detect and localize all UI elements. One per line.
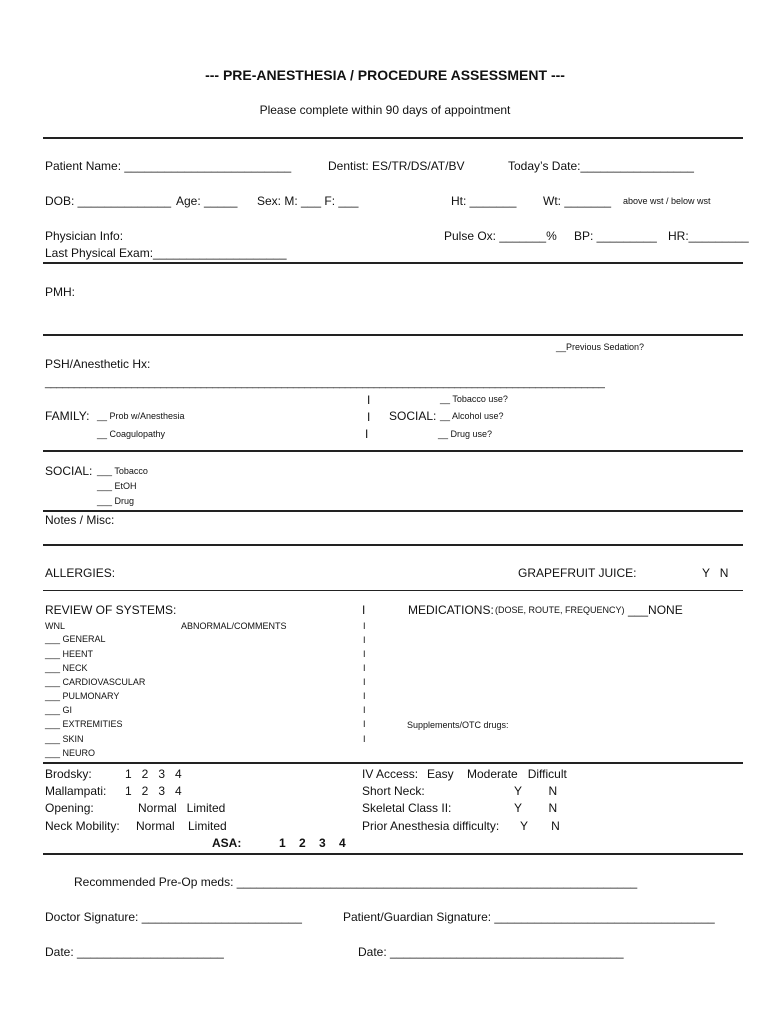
column-divider: I	[365, 427, 369, 441]
allergies-label: ALLERGIES:	[45, 566, 116, 580]
brodsky-label: Brodsky:	[45, 767, 92, 781]
social-tobacco[interactable]: ___ Tobacco	[97, 466, 148, 476]
asa-options[interactable]: 1 2 3 4	[279, 836, 346, 850]
dob-field[interactable]: DOB: ______________	[45, 194, 172, 208]
column-divider: I	[367, 410, 371, 424]
todays-date-field[interactable]: Today’s Date:_________________	[508, 159, 694, 173]
notes-label: Notes / Misc:	[45, 513, 115, 527]
column-divider: I	[363, 649, 366, 659]
divider	[43, 450, 743, 452]
column-divider: I	[363, 734, 366, 744]
divider	[43, 762, 743, 764]
age-field[interactable]: Age: _____	[176, 194, 238, 208]
ros-neck[interactable]: ___ NECK	[45, 663, 88, 673]
form-title: --- PRE-ANESTHESIA / PROCEDURE ASSESSMENT ---	[205, 67, 565, 83]
ros-neuro[interactable]: ___ NEURO	[45, 748, 96, 758]
ros-pulmonary[interactable]: ___ PULMONARY	[45, 691, 120, 701]
family-label: FAMILY:	[45, 409, 90, 423]
column-divider: I	[363, 635, 366, 645]
social-etoh[interactable]: ___ EtOH	[97, 481, 137, 491]
weight-field[interactable]: Wt: _______	[543, 194, 612, 208]
short-neck-label: Short Neck:	[362, 784, 425, 798]
pmh-label: PMH:	[45, 285, 75, 299]
opening-label: Opening:	[45, 801, 94, 815]
ros-skin[interactable]: ___ SKIN	[45, 734, 84, 744]
pulse-ox-field[interactable]: Pulse Ox: _______%	[444, 229, 557, 243]
patient-name-field[interactable]: Patient Name: _________________________	[45, 159, 292, 173]
divider	[43, 544, 743, 546]
patient-date-field[interactable]: Date: ___________________________________	[358, 945, 624, 959]
column-divider: I	[363, 621, 366, 631]
medications-detail: (DOSE, ROUTE, FREQUENCY)	[495, 605, 625, 615]
sex-field[interactable]: Sex: M: ___ F: ___	[257, 194, 359, 208]
family-prob-anesthesia[interactable]: __ Prob w/Anesthesia	[97, 411, 185, 421]
psh-line[interactable]: _________________________________________________________________________________________________	[45, 377, 605, 389]
height-field[interactable]: Ht: _______	[451, 194, 517, 208]
column-divider: I	[363, 677, 366, 687]
divider	[43, 262, 743, 264]
drug-use-checkbox[interactable]: __ Drug use?	[438, 429, 493, 439]
column-divider: I	[367, 393, 371, 407]
social-drug[interactable]: ___ Drug	[97, 496, 135, 506]
grapefruit-label: GRAPEFRUIT JUICE:	[518, 566, 637, 580]
patient-signature-field[interactable]: Patient/Guardian Signature: _________________________________	[343, 910, 715, 924]
iv-access-label: IV Access:	[362, 767, 419, 781]
mallampati-options[interactable]: 1 2 3 4	[125, 784, 182, 798]
column-divider: I	[363, 719, 366, 729]
psh-label: PSH/Anesthetic Hx:	[45, 357, 151, 371]
divider	[43, 590, 743, 591]
last-physical-field[interactable]: Last Physical Exam:____________________	[45, 246, 287, 260]
mallampati-label: Mallampati:	[45, 784, 107, 798]
iv-access-options[interactable]: Easy Moderate Difficult	[427, 767, 567, 781]
short-neck-options[interactable]: Y N	[514, 784, 558, 798]
neck-mobility-label: Neck Mobility:	[45, 819, 120, 833]
skeletal-class-label: Skeletal Class II:	[362, 801, 452, 815]
medications-none-checkbox[interactable]: ___NONE	[628, 603, 683, 617]
ros-heent[interactable]: ___ HEENT	[45, 649, 94, 659]
brodsky-options[interactable]: 1 2 3 4	[125, 767, 182, 781]
ros-cardiovascular[interactable]: ___ CARDIOVASCULAR	[45, 677, 146, 687]
column-divider: I	[363, 663, 366, 673]
alcohol-use-checkbox[interactable]: __ Alcohol use?	[440, 411, 504, 421]
column-divider: I	[363, 705, 366, 715]
ros-gi[interactable]: ___ GI	[45, 705, 73, 715]
opening-options[interactable]: Normal Limited	[138, 801, 226, 815]
grapefruit-options[interactable]: Y N	[702, 566, 729, 580]
divider	[43, 510, 743, 512]
divider	[43, 137, 743, 139]
ros-abnormal-header: ABNORMAL/COMMENTS	[181, 621, 287, 631]
preop-meds-field[interactable]: Recommended Pre-Op meds: ____________________________________________________________	[74, 875, 638, 889]
social-right-label: SOCIAL:	[389, 409, 437, 423]
divider	[43, 334, 743, 336]
form-subtitle: Please complete within 90 days of appointment	[259, 103, 511, 117]
skeletal-class-options[interactable]: Y N	[514, 801, 558, 815]
tobacco-use-checkbox[interactable]: __ Tobacco use?	[440, 394, 508, 404]
ros-label: REVIEW OF SYSTEMS:	[45, 603, 177, 617]
column-divider: I	[363, 691, 366, 701]
family-coagulopathy[interactable]: __ Coagulopathy	[97, 429, 166, 439]
physician-info-field[interactable]: Physician Info:	[45, 229, 124, 243]
bp-field[interactable]: BP: _________	[574, 229, 657, 243]
previous-sedation-checkbox[interactable]: __Previous Sedation?	[556, 342, 645, 352]
social-label: SOCIAL:	[45, 464, 93, 478]
ros-extremities[interactable]: ___ EXTREMITIES	[45, 719, 123, 729]
dentist-field[interactable]: Dentist: ES/TR/DS/AT/BV	[328, 159, 465, 173]
asa-label: ASA:	[212, 836, 242, 850]
ros-wnl-header: WNL	[45, 621, 65, 631]
supplements-label: Supplements/OTC drugs:	[407, 720, 509, 730]
prior-anesthesia-options[interactable]: Y N	[520, 819, 560, 833]
neck-mobility-options[interactable]: Normal Limited	[136, 819, 227, 833]
ros-general[interactable]: ___ GENERAL	[45, 634, 106, 644]
hr-field[interactable]: HR:_________	[668, 229, 749, 243]
prior-anesthesia-label: Prior Anesthesia difficulty:	[362, 819, 500, 833]
wst-options: above wst / below wst	[623, 196, 711, 206]
divider	[43, 853, 743, 855]
column-divider: I	[362, 603, 366, 617]
medications-label: MEDICATIONS:	[408, 603, 494, 617]
doctor-date-field[interactable]: Date: ______________________	[45, 945, 224, 959]
doctor-signature-field[interactable]: Doctor Signature: ________________________	[45, 910, 302, 924]
